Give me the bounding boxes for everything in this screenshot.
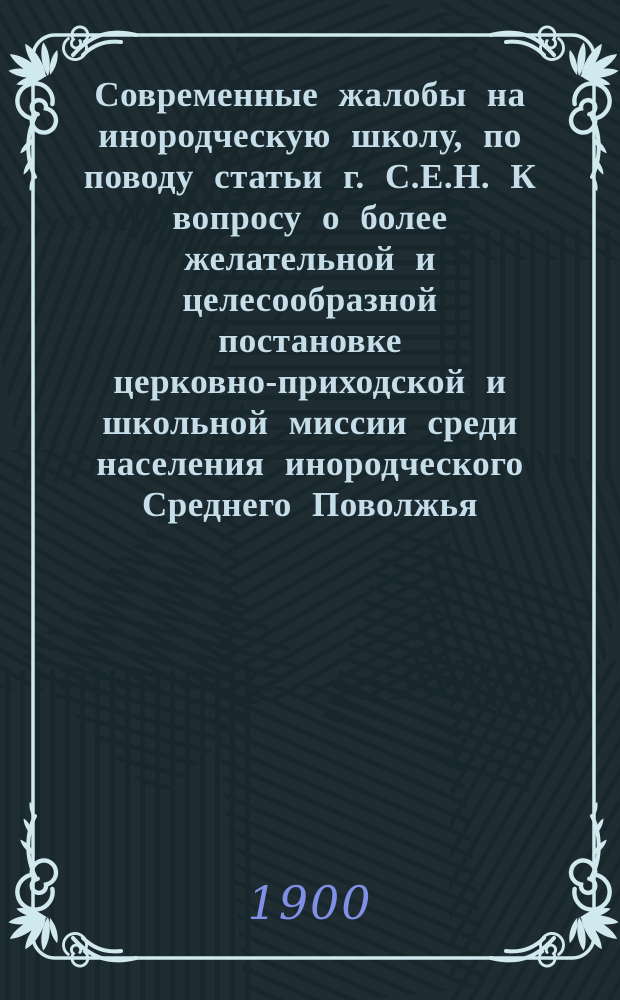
title-block [38,74,582,525]
title-line: инородческую школу, по [98,116,522,155]
title-line: постановке [218,321,402,360]
title-line: поводу статьи г. С.Е.Н. К [83,157,537,196]
title-line: церковно-приходской и [113,362,507,401]
title-line: вопросу о более [172,198,448,237]
title-line: Современные жалобы на [94,75,526,114]
title-line: желательной и [184,239,436,278]
title-line: школьной миссии среди [102,403,518,442]
publication-year: 1900 [247,876,373,930]
title-line: Среднего Поволжья [141,485,478,524]
title-line: населения инородческого [96,444,524,483]
title-line: целесообразной [182,280,438,319]
